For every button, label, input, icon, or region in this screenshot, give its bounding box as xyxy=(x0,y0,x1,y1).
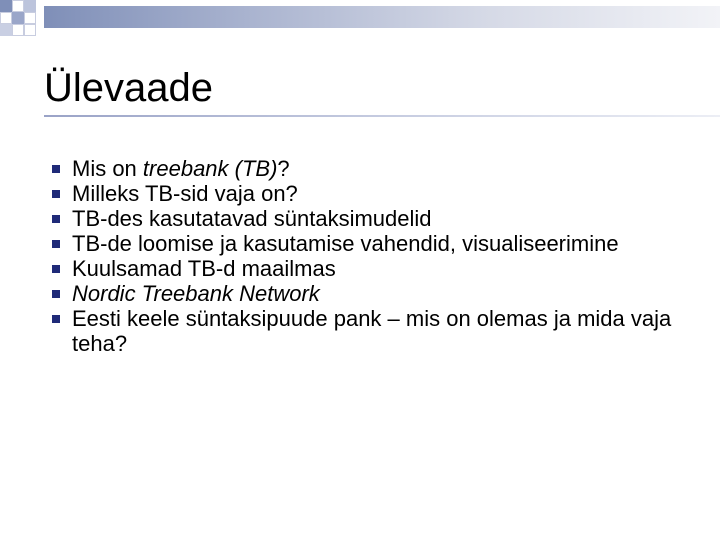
bullet-text-italic: treebank (TB) xyxy=(142,156,278,181)
bullet-item xyxy=(52,306,702,356)
square-bullet-icon xyxy=(52,290,60,298)
bullet-item xyxy=(52,181,702,206)
bullet-text: Milleks TB-sid vaja on? xyxy=(72,181,298,206)
title-divider xyxy=(44,115,720,117)
bullet-item xyxy=(52,156,702,181)
deco-square xyxy=(12,0,24,12)
deco-square xyxy=(0,0,12,12)
bullet-text: TB-des kasutatavad süntaksimudelid xyxy=(72,206,432,231)
square-bullet-icon xyxy=(52,315,60,323)
bullet-item xyxy=(52,231,702,256)
square-bullet-icon xyxy=(52,215,60,223)
deco-square xyxy=(24,12,36,24)
square-bullet-icon xyxy=(52,265,60,273)
slide-title: Ülevaade xyxy=(44,66,214,110)
square-bullet-icon xyxy=(52,165,60,173)
bullet-text: TB-de loomise ja kasutamise vahendid, visualiseerimine xyxy=(72,231,619,256)
deco-square xyxy=(24,0,36,12)
bullet-item xyxy=(52,206,702,231)
deco-square xyxy=(0,24,12,36)
bullet-item xyxy=(52,256,702,281)
square-bullet-icon xyxy=(52,240,60,248)
bullet-item xyxy=(52,281,702,306)
bullet-text-italic: Nordic Treebank Network xyxy=(72,281,320,306)
deco-square xyxy=(12,24,24,36)
bullet-text: Eesti keele süntaksipuude pank – mis on olemas ja mida vaja teha? xyxy=(72,306,672,356)
bullet-list xyxy=(52,156,702,356)
deco-square xyxy=(24,24,36,36)
deco-square xyxy=(0,12,12,24)
bullet-text: ? xyxy=(277,156,290,181)
header-gradient-bar xyxy=(44,6,720,28)
bullet-text: Mis on xyxy=(72,156,143,181)
decorative-header xyxy=(0,0,720,36)
square-bullet-icon xyxy=(52,190,60,198)
bullet-text: Kuulsamad TB-d maailmas xyxy=(72,256,336,281)
deco-square xyxy=(12,12,24,24)
